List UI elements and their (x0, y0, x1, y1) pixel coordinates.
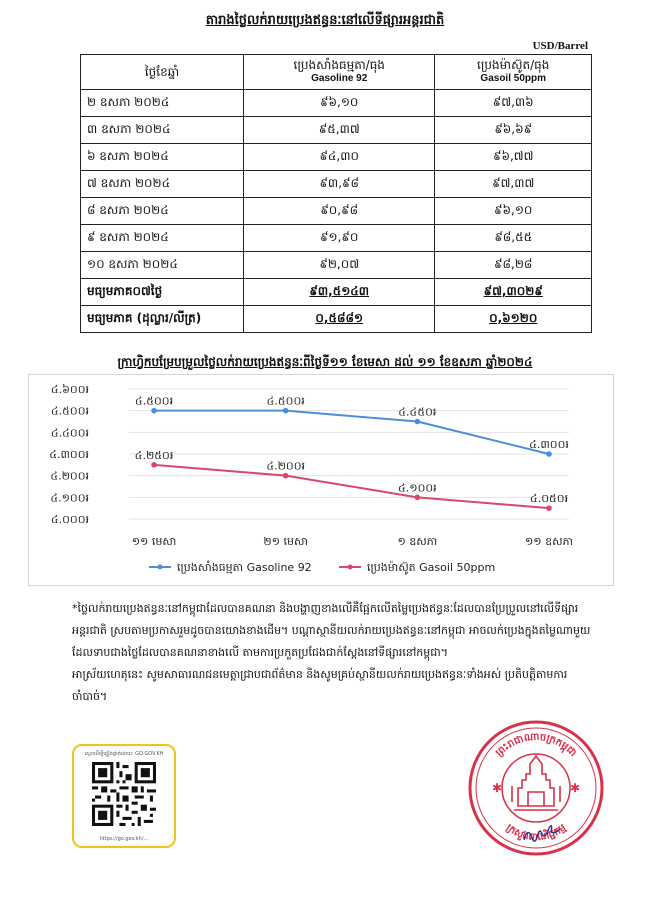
row-date: ៧ ឧសភា ២០២៤ (81, 171, 244, 198)
average-row (81, 279, 592, 306)
legend-marker (348, 565, 353, 570)
row-gasoline: ៩៤,៣០ (244, 144, 435, 171)
average-gasoil: ៩៧,៣០២៩ (435, 279, 592, 306)
row-gasoil: ៩៦,៦៩ (435, 117, 592, 144)
row-gasoil: ៩៦,១០ (435, 198, 592, 225)
data-label: ៤.០៥០៛ (529, 492, 569, 506)
row-gasoline: ៩២,០៧ (244, 252, 435, 279)
data-label: ៤.៥០០៛ (266, 394, 305, 408)
average-liter-label: មធ្យមភាគ (ដុល្លារ/លីត្រ) (81, 306, 244, 333)
header-gasoil-kh: ប្រេងម៉ាស៊ូត/ធុង (477, 58, 550, 72)
data-point (283, 408, 289, 414)
data-label: ៤.៣០០៛ (529, 438, 569, 451)
table-row (81, 90, 592, 117)
data-point (151, 462, 157, 468)
table-row (81, 225, 592, 252)
row-gasoline: ៩០,៩៨ (244, 198, 435, 225)
series-line (154, 465, 549, 508)
x-tick-label: ១១ មេសា (131, 535, 177, 548)
row-gasoline: ៩៣,៩៨ (244, 171, 435, 198)
y-tick-label: ៤.០០០៛ (50, 513, 89, 526)
table-row (81, 117, 592, 144)
svg-text:ក្រសួងពាណិជ្ជកម្ម: ក្រសួងពាណិជ្ជកម្ម (503, 822, 569, 844)
row-date: ៩ ឧសភា ២០២៤ (81, 225, 244, 252)
data-point (415, 495, 421, 501)
header-gasoil (435, 55, 592, 90)
average-gasoline: ៩៣,៥១៤៣ (244, 279, 435, 306)
y-tick-label: ៤.៣០០៛ (49, 448, 89, 461)
data-point (546, 451, 552, 457)
svg-text:✱: ✱ (570, 781, 581, 795)
x-tick-label: ១ ឧសភា (397, 535, 438, 548)
x-tick-label: ២១ មេសា (263, 535, 308, 548)
row-gasoil: ៩៧,៣៧ (435, 171, 592, 198)
table-row (81, 252, 592, 279)
qr-code-card[interactable] (72, 744, 176, 848)
note-paragraph-1: *ថ្លៃលក់រាយប្រេងឥន្ធនៈនៅកម្ពុជាដែលបានគណនា និងបង្ហាញខាងលើគឺផ្អែកលើតម្លៃប្រេងឥន្ធនៈដែលបានប្រែប្រួលនៅលើទីផ្សារអន្តរជាតិ ស្របតាមប្រកាសរួមដូចបានយោងខាងដើម។ បណ្តាស្ថានីយលក់រាយប្រេងឥន្ធនៈនៅកម្ពុជា អាចលក់ប្រេងក្នុងតម្លៃណាមួយ ដែលទាបជាងថ្លៃដែលបានគណនាខាងលើ តាមការប្រកួតប្រជែងជាក់ស្តែងនៅទីផ្សារនៅកម្ពុជា។ (72, 602, 591, 659)
row-gasoline: ៩១,៩០ (244, 225, 435, 252)
page-title: តារាងថ្លៃលក់រាយប្រេងឥន្ធនៈនៅលើទីផ្សារអន្តរជាតិ (205, 13, 445, 28)
table-header-row (81, 55, 592, 90)
y-tick-label: ៤.២០០៛ (50, 469, 89, 483)
data-label: ៤.១០០៛ (397, 481, 437, 495)
note-paragraph-2: អាស្រ័យហេតុនេះ សូមសាធារណជនមេត្តាជ្រាបជាព័ត៌មាន និងសូមគ្រប់ស្ថានីយលក់រាយប្រេងឥន្ធនៈទាំងអស់ ប្រតិបត្តិតាមការចាំបាច់។ (72, 668, 568, 703)
x-tick-label: ១១ ឧសភា (524, 535, 574, 548)
qr-top-text: ស្កេនដើម្បីផ្ទៀងផ្ទាត់ដោយ: GO.GOV.KH (84, 751, 164, 757)
row-date: ១០ ឧសភា ២០២៤ (81, 252, 244, 279)
legend-marker (158, 565, 163, 570)
table-row (81, 198, 592, 225)
svg-text:ព្រះរាជាណាចក្រកម្ពុជា: ព្រះរាជាណាចក្រកម្ពុជា (493, 731, 579, 759)
row-date: ២ ឧសភា ២០២៤ (81, 90, 244, 117)
chart-svg (29, 375, 613, 585)
price-chart (28, 374, 614, 586)
row-gasoline: ៩៦,១០ (244, 90, 435, 117)
y-tick-label: ៤.៥០០៛ (50, 404, 89, 418)
official-seal (466, 718, 606, 858)
row-date: ៨ ឧសភា ២០២៤ (81, 198, 244, 225)
qr-bottom-text: https://go.gov.kh/... (99, 836, 149, 842)
header-gasoline-en: Gasoline 92 (311, 73, 368, 84)
svg-text:✱: ✱ (492, 781, 503, 795)
header-gasoline (244, 55, 435, 90)
data-point (283, 473, 289, 479)
row-gasoil: ៩៨,២៨ (435, 252, 592, 279)
legend-entry: ប្រេងម៉ាស៊ូត Gasoil 50ppm (367, 561, 496, 574)
data-point (415, 419, 421, 425)
header-gasoline-kh: ប្រេងសាំងធម្មតា/ធុង (293, 58, 385, 72)
data-point (151, 408, 157, 414)
table-row (81, 144, 592, 171)
qr-code-icon (92, 762, 156, 826)
average-liter-gasoline: ០,៥៨៨១ (244, 306, 435, 333)
data-point (546, 505, 552, 511)
row-gasoline: ៩៥,៣៧ (244, 117, 435, 144)
data-label: ៤.៤៥០៛ (398, 405, 437, 419)
table-row (81, 171, 592, 198)
row-gasoil: ៩៨,៥៥ (435, 225, 592, 252)
row-gasoil: ៩៧,៣៦ (435, 90, 592, 117)
unit-label: USD/Barrel (532, 40, 588, 52)
angkor-temple-icon (512, 756, 560, 810)
header-gasoil-en: Gasoil 50ppm (480, 73, 546, 84)
row-date: ៣ ឧសភា ២០២៤ (81, 117, 244, 144)
price-table (80, 54, 592, 333)
y-tick-label: ៤.៦០០៛ (50, 383, 89, 396)
y-tick-label: ៤.១០០៛ (50, 491, 89, 505)
chart-title: ក្រាហ្វិកបម្រែបម្រួលថ្លៃលក់រាយប្រេងឥន្ធនៈពីថ្ងៃទី១១ ខែមេសា ដល់ ១១ ខែឧសភា ឆ្នាំ២០២៤ (117, 355, 533, 369)
y-tick-label: ៤.៤០០៛ (50, 426, 89, 440)
row-date: ៦ ឧសភា ២០២៤ (81, 144, 244, 171)
legend-entry: ប្រេងសាំងធម្មតា Gasoline 92 (177, 561, 312, 574)
data-label: ៤.២០០៛ (266, 459, 306, 473)
average-liter-gasoil: ០,៦១២០ (435, 306, 592, 333)
data-label: ៤.៥០០៛ (134, 394, 174, 408)
header-date: ថ្ងៃខែឆ្នាំ (81, 55, 244, 90)
row-gasoil: ៩៦,៧៧ (435, 144, 592, 171)
data-label: ៤.២៥០៛ (134, 448, 174, 462)
average-label: មធ្យមភាគ០៧ថ្ងៃ (81, 279, 244, 306)
average-liter-row (81, 306, 592, 333)
